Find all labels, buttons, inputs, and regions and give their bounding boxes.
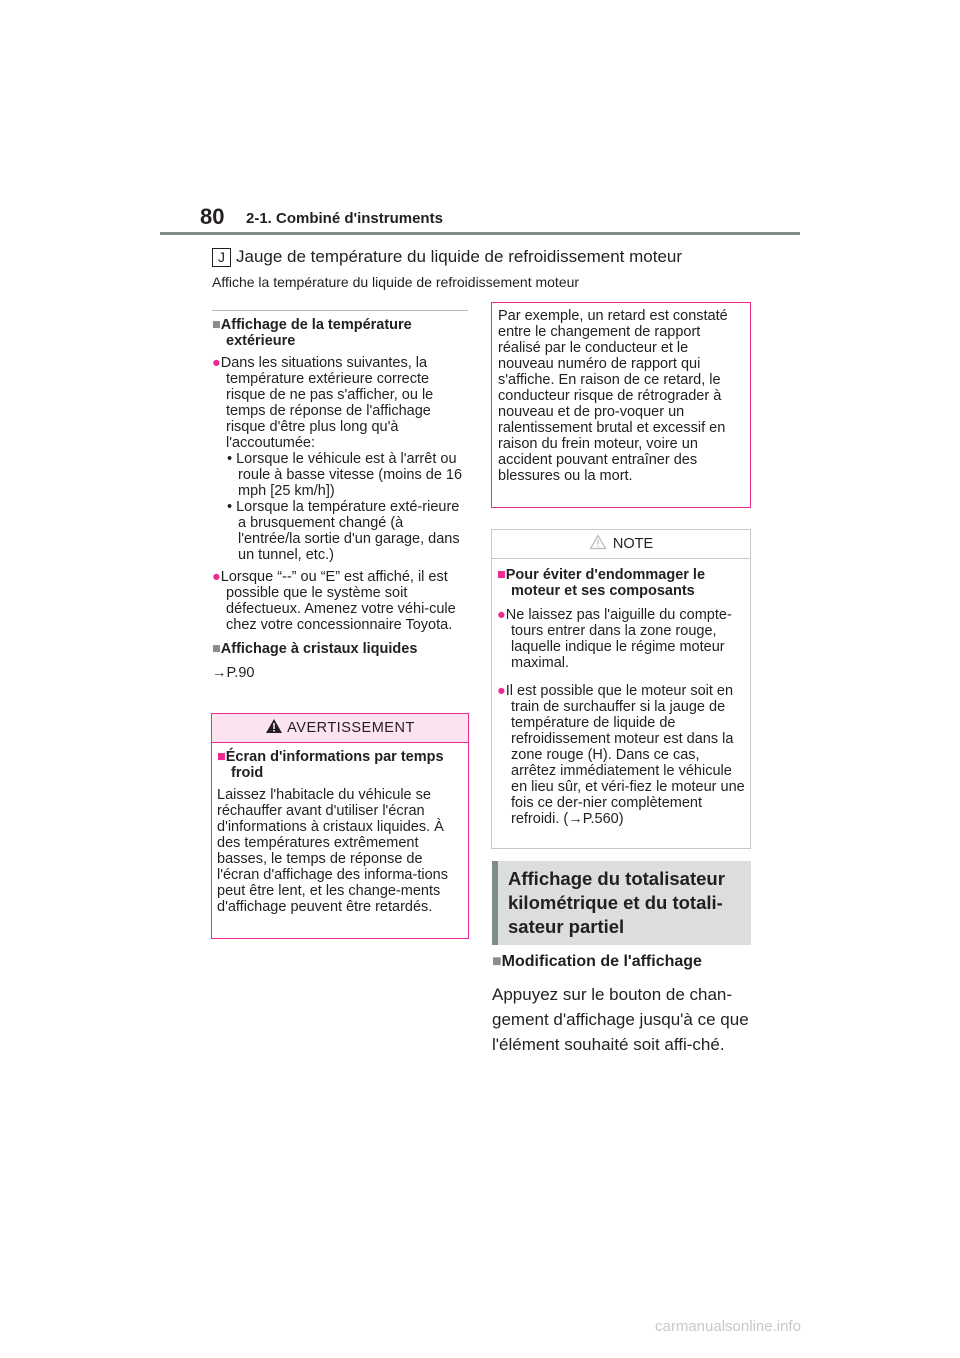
header-rule bbox=[160, 232, 800, 235]
warning-box bbox=[211, 713, 469, 939]
circle-bullet-icon: ● bbox=[497, 683, 506, 699]
modification-body: Appuyez sur le bouton de chan-gement d'affichage jusqu'à ce que l'élément souhaité soit affi-ché. bbox=[492, 985, 749, 1054]
item-title: Jauge de température du liquide de refroidissement moteur bbox=[236, 247, 683, 266]
square-bullet-icon: ■ bbox=[212, 641, 221, 657]
note-box bbox=[491, 529, 751, 849]
watermark: carmanualsonline.info bbox=[655, 1318, 801, 1335]
heading-outside-temp: ■Affichage de la température extérieure bbox=[212, 317, 412, 349]
bullet-defect: ●Lorsque “--” ou “E” est affiché, il est possible que le système soit défectueux. Amenez votre véhi-cule chez votre concessionnaire Toyota. bbox=[212, 569, 456, 633]
modification-heading: ■Modification de l'affichage bbox=[492, 953, 702, 970]
sub-item-stopped: • Lorsque le véhicule est à l'arrêt ou roule à basse vitesse (moins de 16 mph [25 km/h]) bbox=[227, 451, 463, 499]
sub-item-temp-change: • Lorsque la température exté-rieure a brusquement changé (à l'entrée/la sortie d'un garage, dans un tunnel, etc.) bbox=[227, 499, 460, 563]
note-body bbox=[492, 559, 750, 829]
square-bullet-icon: ■ bbox=[492, 953, 502, 970]
circle-bullet-icon: ● bbox=[212, 569, 221, 585]
item-subtitle: Affiche la température du liquide de refroidissement moteur bbox=[212, 274, 580, 290]
section-banner: Affichage du totalisateur kilométrique et du totali-sateur partiel bbox=[492, 861, 751, 945]
warning-heading: ■Écran d'informations par temps froid bbox=[217, 749, 444, 781]
warning-text: Laissez l'habitacle du véhicule se réchauffer avant d'utiliser l'écran d'informations à cristaux liquides. À des températures extrêmement basses, le temps de réponse de l'écran d'affichage des informa-tions peut être lent, et les change-ments d'affichage peuvent être retardés. bbox=[217, 787, 448, 915]
square-bullet-icon: ■ bbox=[497, 567, 506, 583]
page-number: 80 bbox=[200, 204, 225, 229]
warning-header: AVERTISSEMENT bbox=[212, 714, 468, 743]
left-column bbox=[212, 310, 468, 681]
heading-lcd: ■Affichage à cristaux liquides bbox=[212, 641, 418, 657]
circle-bullet-icon: ● bbox=[497, 607, 506, 623]
warning-continued: Par exemple, un retard est constaté entre le changement de rapport réalisé par le conducteur et le nouveau numéro de rapport qui s'affiche. En raison de ce retard, le conducteur risque de rétrograder à nouveau et de pro-voquer un ralentissement brutal et excessif en raison du frein moteur, voire un accident pouvant entraîner des blessures ou la mort. bbox=[491, 302, 751, 508]
note-heading: ■Pour éviter d'endommager le moteur et ses composants bbox=[497, 567, 706, 599]
item-marker: J bbox=[212, 248, 231, 267]
note-bullet-tachometer: ●Ne laissez pas l'aiguille du compte-tours entrer dans la zone rouge, laquelle indique le régime moteur maximal. bbox=[497, 607, 732, 671]
note-bullet-overheat: ●Il est possible que le moteur soit en train de surchauffer si la jauge de température de liquide de refroidissement moteur est dans la zone rouge (H). Dans ce cas, arrêtez immédiatement le véhicule en lieu sûr, et véri-fiez le moteur une fois ce der-nier complètement refroidi. (→P.560) bbox=[497, 683, 745, 827]
caution-triangle-icon bbox=[589, 534, 607, 550]
square-bullet-icon: ■ bbox=[212, 317, 221, 333]
column-rule bbox=[212, 310, 468, 311]
square-bullet-icon: ■ bbox=[217, 749, 226, 765]
warning-triangle-icon bbox=[265, 718, 283, 734]
warning-body bbox=[212, 743, 468, 921]
page-reference: →P.90 bbox=[212, 665, 255, 681]
note-header: NOTE bbox=[492, 530, 750, 559]
bullet-situations: ●Dans les situations suivantes, la température extérieure correcte risque de ne pas s'afficher, ou le temps de réponse de l'affichage risque d'être plus long qu'à l'accoutumée: bbox=[212, 355, 434, 451]
section-title: 2-1. Combiné d'instruments bbox=[246, 210, 443, 227]
circle-bullet-icon: ● bbox=[212, 355, 221, 371]
